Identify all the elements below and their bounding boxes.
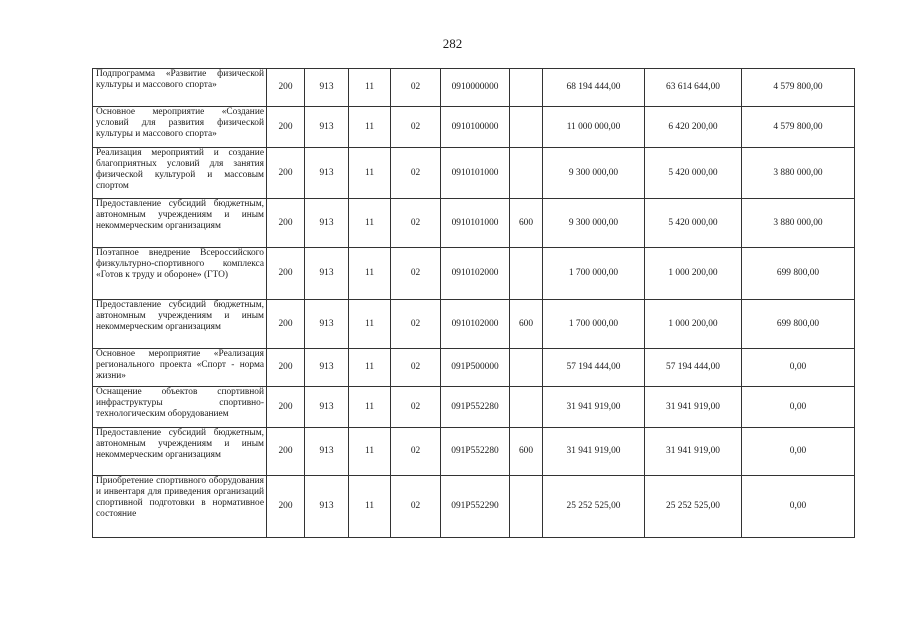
row-col-200: 200 [267, 199, 305, 248]
row-amount-2: 31 941 919,00 [645, 387, 742, 428]
row-col-913: 913 [305, 107, 349, 148]
row-expense-type [510, 107, 543, 148]
row-target-code: 0910101000 [441, 199, 510, 248]
row-amount-3: 699 800,00 [742, 248, 855, 300]
row-amount-3: 3 880 000,00 [742, 199, 855, 248]
row-expense-type [510, 476, 543, 538]
row-col-200: 200 [267, 69, 305, 107]
row-amount-total: 57 194 444,00 [543, 349, 645, 387]
row-col-section: 11 [349, 476, 391, 538]
row-amount-2: 63 614 644,00 [645, 69, 742, 107]
row-amount-2: 5 420 000,00 [645, 148, 742, 199]
row-col-200: 200 [267, 148, 305, 199]
row-col-subsection: 02 [391, 428, 441, 476]
table-row [93, 428, 855, 476]
row-expense-type: 600 [510, 428, 543, 476]
row-name: Приобретение спортивного оборудования и инвентаря для приведения организаций спортивной подготовки в нормативное состояние [93, 476, 267, 538]
row-name: Основное мероприятие «Реализация регионального проекта «Спорт - норма жизни» [93, 349, 267, 387]
row-amount-total: 31 941 919,00 [543, 387, 645, 428]
row-name: Предоставление субсидий бюджетным, автономным учреждениям и иным некоммерческим организациям [93, 428, 267, 476]
row-col-913: 913 [305, 476, 349, 538]
row-target-code: 0910101000 [441, 148, 510, 199]
row-col-913: 913 [305, 199, 349, 248]
row-col-913: 913 [305, 148, 349, 199]
table-row [93, 300, 855, 349]
row-col-subsection: 02 [391, 69, 441, 107]
row-col-subsection: 02 [391, 300, 441, 349]
row-amount-total: 1 700 000,00 [543, 300, 645, 349]
row-col-200: 200 [267, 476, 305, 538]
row-col-200: 200 [267, 300, 305, 349]
row-col-913: 913 [305, 349, 349, 387]
budget-table [92, 68, 855, 538]
row-amount-total: 25 252 525,00 [543, 476, 645, 538]
row-name: Оснащение объектов спортивной инфраструктуры спортивно-технологическим оборудованием [93, 387, 267, 428]
row-amount-3: 4 579 800,00 [742, 69, 855, 107]
row-amount-3: 0,00 [742, 428, 855, 476]
row-col-section: 11 [349, 248, 391, 300]
row-name: Реализация мероприятий и создание благоприятных условий для занятия физической культурой и массовым спортом [93, 148, 267, 199]
row-col-subsection: 02 [391, 248, 441, 300]
row-col-section: 11 [349, 300, 391, 349]
row-expense-type [510, 248, 543, 300]
row-name: Поэтапное внедрение Всероссийского физкультурно-спортивного комплекса «Готов к труду и обороне» (ГТО) [93, 248, 267, 300]
row-amount-total: 68 194 444,00 [543, 69, 645, 107]
row-target-code: 0910102000 [441, 300, 510, 349]
row-target-code: 091Р552280 [441, 387, 510, 428]
table-row [93, 248, 855, 300]
row-name: Подпрограмма «Развитие физической культуры и массового спорта» [93, 69, 267, 107]
row-col-200: 200 [267, 428, 305, 476]
row-target-code: 0910102000 [441, 248, 510, 300]
row-amount-2: 1 000 200,00 [645, 300, 742, 349]
row-col-section: 11 [349, 349, 391, 387]
row-expense-type [510, 69, 543, 107]
table-row [93, 387, 855, 428]
row-target-code: 091Р552280 [441, 428, 510, 476]
row-amount-total: 1 700 000,00 [543, 248, 645, 300]
row-amount-total: 11 000 000,00 [543, 107, 645, 148]
row-expense-type: 600 [510, 300, 543, 349]
row-target-code: 091Р552290 [441, 476, 510, 538]
row-col-200: 200 [267, 387, 305, 428]
row-amount-3: 0,00 [742, 476, 855, 538]
table-row [93, 107, 855, 148]
row-amount-2: 31 941 919,00 [645, 428, 742, 476]
table-row [93, 476, 855, 538]
page-number: 282 [442, 36, 463, 51]
row-col-section: 11 [349, 428, 391, 476]
row-target-code: 0910100000 [441, 107, 510, 148]
row-col-913: 913 [305, 387, 349, 428]
row-col-200: 200 [267, 248, 305, 300]
row-col-section: 11 [349, 387, 391, 428]
row-col-subsection: 02 [391, 387, 441, 428]
row-amount-3: 3 880 000,00 [742, 148, 855, 199]
row-expense-type [510, 148, 543, 199]
row-target-code: 091Р500000 [441, 349, 510, 387]
row-amount-total: 9 300 000,00 [543, 148, 645, 199]
row-expense-type [510, 349, 543, 387]
row-col-section: 11 [349, 148, 391, 199]
row-name: Предоставление субсидий бюджетным, автономным учреждениям и иным некоммерческим организациям [93, 199, 267, 248]
table-row [93, 349, 855, 387]
row-amount-total: 31 941 919,00 [543, 428, 645, 476]
row-col-200: 200 [267, 107, 305, 148]
row-amount-2: 57 194 444,00 [645, 349, 742, 387]
row-col-section: 11 [349, 69, 391, 107]
row-amount-3: 4 579 800,00 [742, 107, 855, 148]
row-amount-2: 5 420 000,00 [645, 199, 742, 248]
row-amount-2: 6 420 200,00 [645, 107, 742, 148]
row-col-913: 913 [305, 69, 349, 107]
table-row [93, 148, 855, 199]
row-col-200: 200 [267, 349, 305, 387]
row-col-section: 11 [349, 199, 391, 248]
row-col-913: 913 [305, 300, 349, 349]
row-expense-type: 600 [510, 199, 543, 248]
table-row [93, 69, 855, 107]
row-col-913: 913 [305, 248, 349, 300]
row-name: Предоставление субсидий бюджетным, автономным учреждениям и иным некоммерческим организациям [93, 300, 267, 349]
row-col-section: 11 [349, 107, 391, 148]
table-row [93, 199, 855, 248]
row-name: Основное мероприятие «Создание условий для развития физической культуры и массового спорта» [93, 107, 267, 148]
row-amount-2: 25 252 525,00 [645, 476, 742, 538]
row-amount-2: 1 000 200,00 [645, 248, 742, 300]
row-target-code: 0910000000 [441, 69, 510, 107]
row-col-subsection: 02 [391, 107, 441, 148]
row-amount-3: 699 800,00 [742, 300, 855, 349]
row-amount-3: 0,00 [742, 387, 855, 428]
row-amount-3: 0,00 [742, 349, 855, 387]
row-expense-type [510, 387, 543, 428]
row-col-subsection: 02 [391, 476, 441, 538]
row-amount-total: 9 300 000,00 [543, 199, 645, 248]
row-col-913: 913 [305, 428, 349, 476]
row-col-subsection: 02 [391, 148, 441, 199]
row-col-subsection: 02 [391, 349, 441, 387]
row-col-subsection: 02 [391, 199, 441, 248]
